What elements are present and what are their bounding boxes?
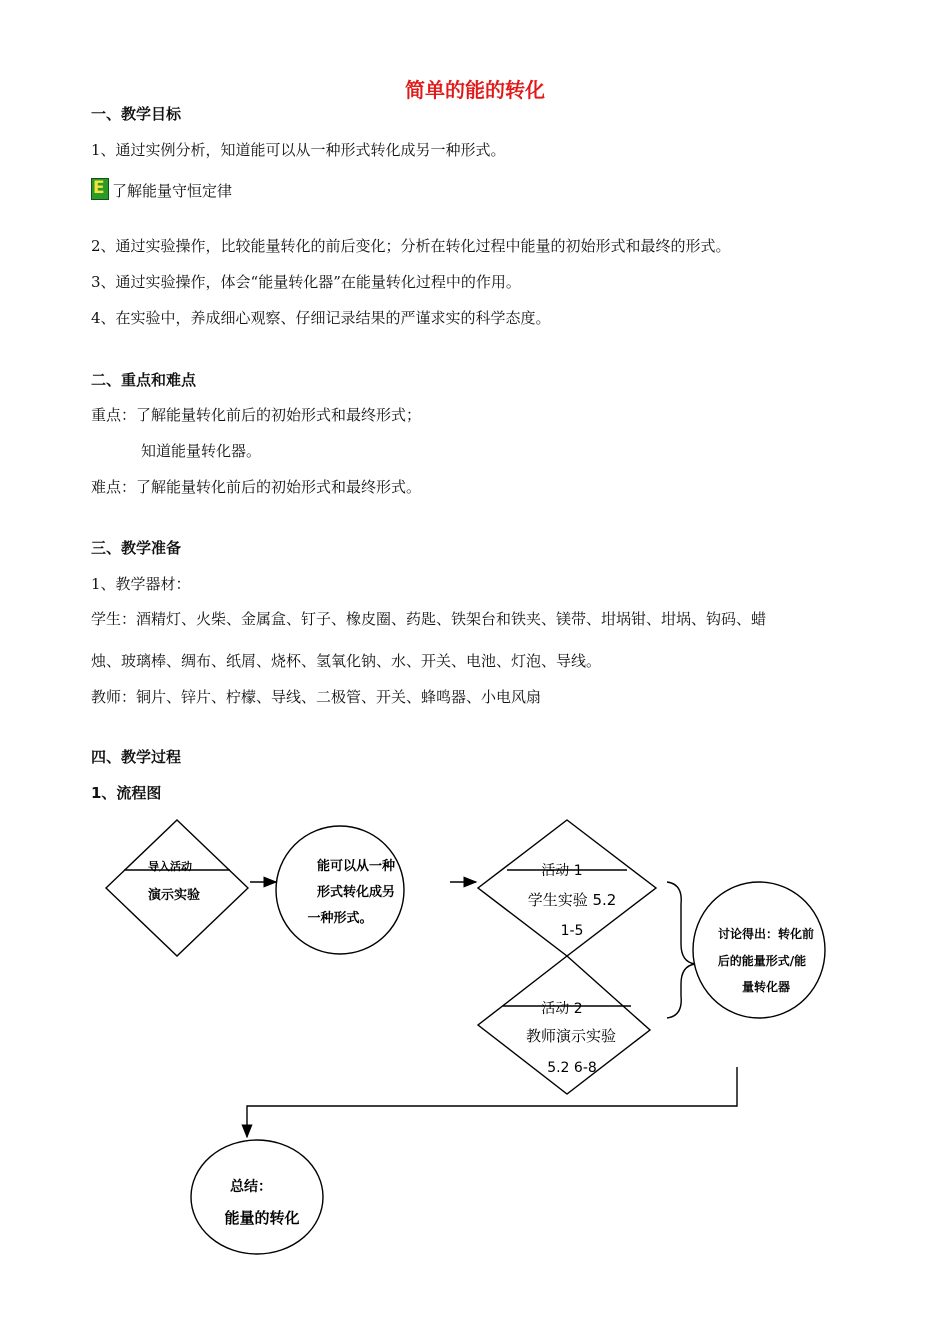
section-heading-process: 四、教学过程	[91, 748, 182, 766]
circle1-line2: 形式转化成另	[316, 885, 396, 900]
key-point-1: 重点：了解能量转化前后的初始形式和最终形式；	[91, 406, 422, 424]
summary-line2: 能量的转化	[224, 1209, 300, 1227]
difficult-point: 难点：了解能量转化前后的初始形式和最终形式。	[91, 478, 422, 496]
circle1-line3: 一种形式。	[307, 911, 373, 926]
student-materials-line2: 烛、玻璃棒、绸布、纸屑、烧杯、氢氧化钠、水、开关、电池、灯泡、导线。	[91, 652, 602, 670]
act2-line2: 教师演示实验	[525, 1027, 617, 1045]
document-title: 简单的能的转化	[405, 78, 545, 102]
key-point-2: 知道能量转化器。	[141, 442, 262, 460]
circle1-line1: 能可以从一种	[316, 859, 396, 874]
student-materials-line1: 学生：酒精灯、火柴、金属盒、钉子、橡皮圈、药匙、铁架台和铁夹、镁带、坩埚钳、坩埚、钩码、蜡	[91, 610, 767, 628]
goal-item-3: 3、通过实验操作，体会“能量转化器”在能量转化过程中的作用。	[91, 273, 521, 291]
goal-item-4: 4、在实验中，养成细心观察、仔细记录结果的严谨求实的科学态度。	[91, 309, 551, 327]
section-heading-preparation: 三、教学准备	[91, 539, 182, 557]
intro-bottom-text: 演示实验	[147, 888, 201, 903]
goal-item-energy-conservation: E了解能量守恒定律	[91, 178, 232, 201]
section-heading-goals: 一、教学目标	[91, 105, 182, 123]
section-heading-keypoints: 二、重点和难点	[91, 371, 197, 389]
goal-item-1: 1、通过实例分析，知道能可以从一种形式转化成另一种形式。	[91, 141, 506, 159]
circle2-line1: 讨论得出：转化前	[717, 927, 815, 941]
act2-line1: 活动 2	[541, 1001, 583, 1017]
brace-icon	[667, 882, 695, 1018]
act2-line3: 5.2 6-8	[547, 1060, 597, 1076]
teacher-materials: 教师：铜片、锌片、柠檬、导线、二极管、开关、蜂鸣器、小电风扇	[91, 688, 542, 706]
act1-line1: 活动 1	[541, 863, 583, 879]
conclusion-circle	[693, 882, 825, 1018]
intro-top-text: 导入活动	[148, 860, 192, 873]
equipment-label: 1、教学器材：	[91, 575, 191, 593]
circle2-line3: 量转化器	[741, 980, 791, 994]
summary-circle	[191, 1140, 323, 1254]
summary-line1: 总结：	[230, 1179, 272, 1195]
goal-item-2: 2、通过实验操作，比较能量转化的前后变化；分析在转化过程中能量的初始形式和最终的形式。	[91, 237, 731, 255]
connector-arrow	[247, 1067, 737, 1137]
flowchart-label: 1、流程图	[91, 784, 162, 802]
act1-line2: 学生实验 5.2	[527, 891, 617, 909]
circle2-line2: 后的能量形式/能	[717, 954, 807, 968]
act1-line3: 1-5	[560, 923, 584, 939]
